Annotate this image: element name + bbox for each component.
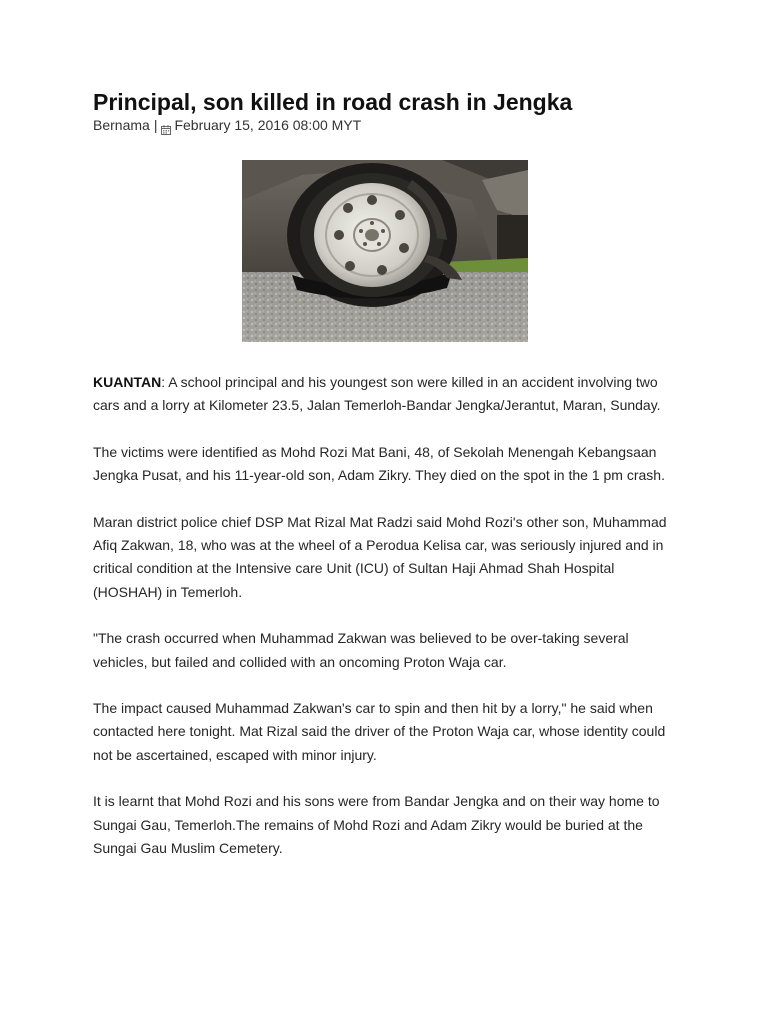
paragraph-6: It is learnt that Mohd Rozi and his sons were from Bandar Jengka and on their way home to Sungai Gau, Temerloh.The remains of Mohd Rozi and Adam Zikry would be buried at the Sungai Gau Muslim Cemetery. xyxy=(93,793,660,857)
paragraph-1 xyxy=(93,371,683,418)
paragraph-5: The impact caused Muhammad Zakwan's car to spin and then hit by a lorry," he said when contacted here tonight. Mat Rizal said the driver of the Proton Waja car, whose identity could not be ascertained, escaped with minor injury. xyxy=(93,700,666,763)
headline: Principal, son killed in road crash in Jengka xyxy=(93,89,573,115)
article-body xyxy=(93,371,683,861)
paragraph-2: The victims were identified as Mohd Rozi Mat Bani, 48, of Sekolah Menengah Kebangsaan Jengka Pusat, and his 11-year-old son, Adam Zikry. They died on the spot in the 1 pm crash. xyxy=(93,443,665,484)
damaged-car-wheel-photo xyxy=(242,160,528,342)
calendar-icon xyxy=(161,121,171,131)
paragraph-3: Maran district police chief DSP Mat Rizal Mat Radzi said Mohd Rozi's other son, Muhammad Afiq Zakwan, 18, who was at the wheel of a Perodua Kelisa car, was seriously injured and in critical condition at the Intensive care Unit (ICU) of Sultan Haji Ahmad Shah Hospital (HOSHAH) in Temerloh. xyxy=(93,513,667,600)
byline xyxy=(93,116,683,134)
article xyxy=(93,88,683,857)
byline-date: February 15, 2016 08:00 MYT xyxy=(174,117,362,133)
byline-source: Bernama xyxy=(93,117,150,133)
paragraph-4: "The crash occurred when Muhammad Zakwan was believed to be over-taking several vehicles, but failed and collided with an oncoming Proton Waja car. xyxy=(93,630,629,670)
byline-separator: | xyxy=(153,117,158,133)
dateline: KUANTAN xyxy=(93,374,162,390)
paragraph-text: : A school principal and his youngest son were killed in an accident involving two cars and a lorry at Kilometer 23.5, Jalan Temerloh-Bandar Jengka/Jerantut, Maran, Sunday. xyxy=(93,374,661,414)
